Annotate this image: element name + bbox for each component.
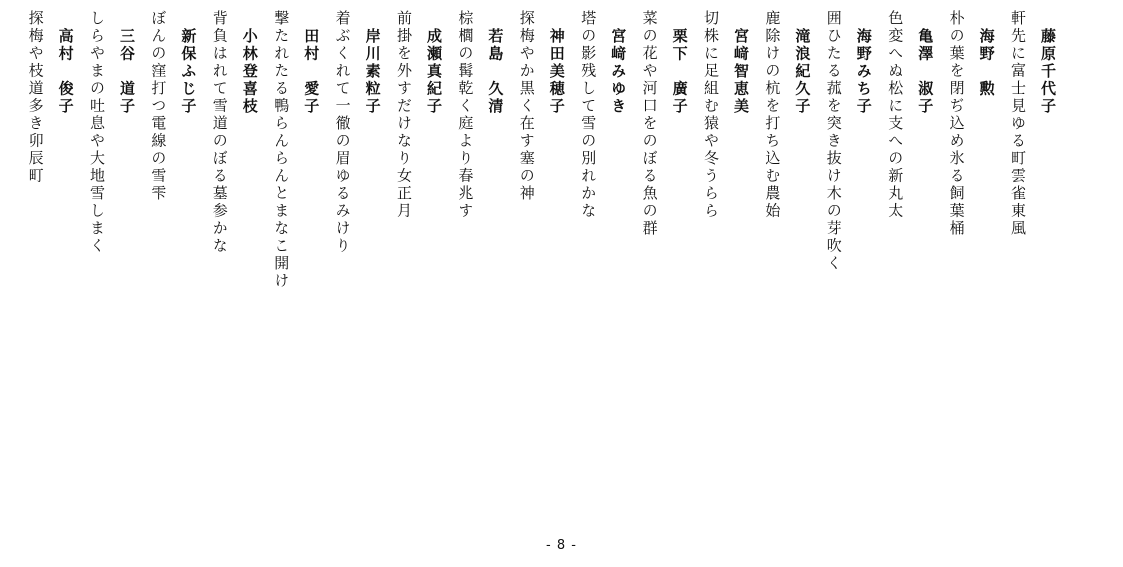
haiku-text: 切株に足組む猿や冬うらら: [702, 10, 720, 220]
haiku-text: 色変へぬ松に支への新丸太: [886, 10, 905, 220]
haiku-text: 菜の花や河口をのぼる魚の群: [640, 10, 659, 238]
haiku-entry: [143, 8, 203, 528]
author-name: 三谷 道子: [118, 28, 136, 116]
haiku-text: 撃たれたる鴨らんらんとまなこ開け: [272, 10, 291, 290]
author-name: 宮﨑智恵美: [732, 28, 750, 116]
haiku-entry: [635, 8, 695, 528]
haiku-entry: [880, 8, 940, 528]
page-number: - 8 -: [546, 538, 577, 553]
author-name: 海野 勲: [977, 28, 996, 98]
author-name: 亀澤 淑子: [916, 28, 935, 116]
haiku-entry: [573, 8, 633, 528]
haiku-text: 背負はれて雪道のぼる墓参かな: [210, 10, 229, 255]
author-name: 宮﨑みゆき: [609, 28, 628, 116]
haiku-entry: [328, 8, 388, 528]
haiku-text: 囲ひたる菰を突き抜け木の芽吹く: [824, 10, 843, 273]
haiku-entry: [266, 8, 326, 528]
haiku-entry: [942, 8, 1002, 528]
haiku-text: 軒先に富士見ゆる町雲雀東風: [1009, 10, 1027, 238]
haiku-text: ぼんの窪打つ電線の雪雫: [149, 10, 168, 203]
haiku-text: 探梅やか黒く在す塞の神: [517, 10, 536, 203]
haiku-text: 探梅や枝道多き卯辰町: [26, 10, 45, 185]
haiku-entry: [1003, 8, 1063, 528]
haiku-text: しらやまの吐息や大地雪しまく: [88, 10, 106, 255]
author-name: 田村 愛子: [302, 28, 321, 116]
author-name: 海野みち子: [854, 28, 873, 116]
author-name: 高村 俊子: [56, 28, 75, 116]
author-name: 小林登喜枝: [240, 28, 259, 116]
author-name: 成瀬真紀子: [425, 28, 443, 116]
haiku-entry: [21, 8, 81, 528]
haiku-text: 着ぶくれて一徹の眉ゆるみけり: [333, 10, 352, 255]
haiku-entry: [82, 8, 142, 528]
haiku-entry: [450, 8, 510, 528]
haiku-text: 朴の葉を閉ぢ込め氷る飼葉桶: [947, 10, 966, 238]
haiku-text: 鹿除けの杭を打ち込む農始: [763, 10, 782, 220]
haiku-text: 前掛を外すだけなり女正月: [395, 10, 413, 220]
haiku-text: 塔の影残して雪の別れかな: [579, 10, 598, 220]
haiku-text: 棕櫚の髯乾く庭より春兆す: [456, 10, 475, 220]
haiku-entry: [389, 8, 449, 528]
author-name: 滝浪紀久子: [793, 28, 812, 116]
author-name: 若島 久清: [486, 28, 505, 116]
haiku-entry: [205, 8, 265, 528]
haiku-entry: [757, 8, 817, 528]
haiku-entry: [819, 8, 879, 528]
haiku-entry: [512, 8, 572, 528]
author-name: 栗下 廣子: [670, 28, 689, 116]
author-name: 岸川素粒子: [363, 28, 382, 116]
author-name: 藤原千代子: [1039, 28, 1057, 116]
author-name: 神田美穂子: [547, 28, 566, 116]
haiku-entry: [696, 8, 756, 528]
author-name: 新保ふじ子: [179, 28, 198, 116]
